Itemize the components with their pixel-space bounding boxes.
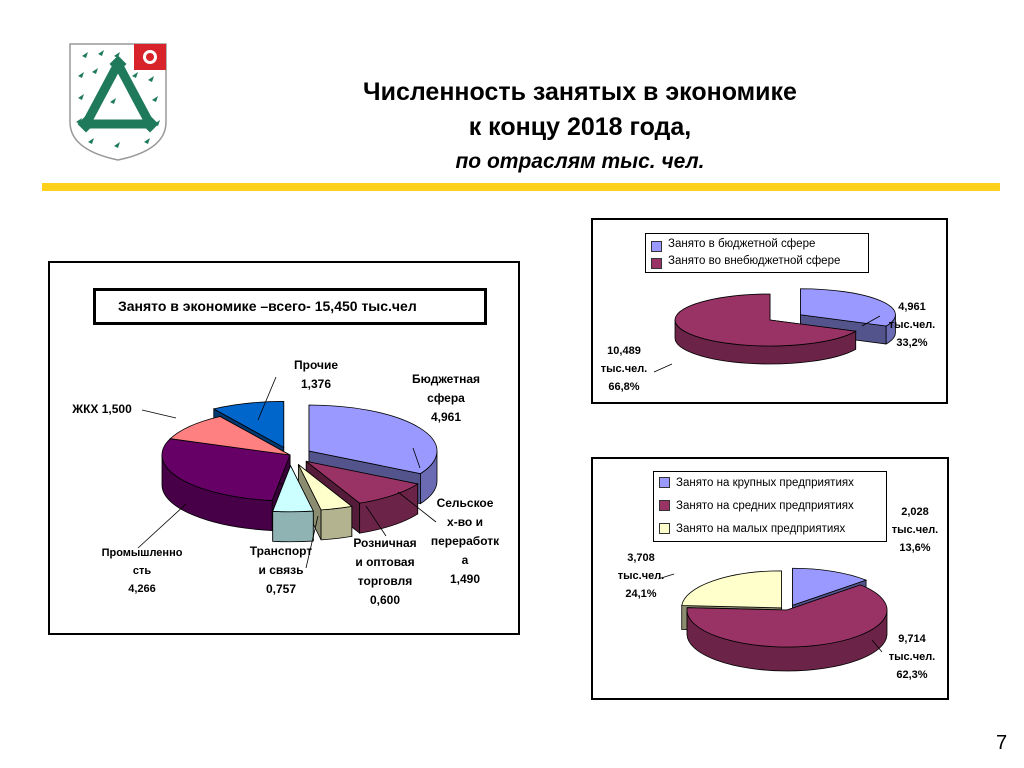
- data-label-agriculture: Сельское х-во и переработк а 1,490: [430, 496, 500, 586]
- page-number: 7: [996, 732, 1008, 754]
- data-label-budget: 4,961 тыс.чел. 33,2%: [888, 301, 936, 349]
- legend-item: Занято в бюджетной сфере: [646, 236, 868, 253]
- legend-enterprise-size: [653, 471, 887, 542]
- data-label-housing: ЖКХ 1,500: [72, 402, 132, 416]
- data-label-trade: Розничная и оптовая торговля 0,600: [353, 536, 417, 607]
- data-label-other: Прочие 1,376: [293, 358, 338, 391]
- leader-line: [138, 504, 186, 548]
- pie-budget: [675, 289, 895, 364]
- leader-line: [654, 364, 672, 372]
- chart-title-total: Занято в экономике –всего- 15,450 тыс.чел: [93, 288, 487, 325]
- page-subtitle: к концу 2018 года,: [468, 113, 692, 141]
- page-subtitle-units: по отраслям тыс. чел.: [455, 150, 705, 173]
- data-label-non-budget: 10,489 тыс.чел. 66,8%: [600, 345, 648, 393]
- legend-item: Занято на средних предприятиях: [654, 495, 886, 518]
- data-label-small: 3,708 тыс.чел. 24,1%: [617, 552, 665, 600]
- pie-slice-занято-на-малых-предприятиях: [682, 571, 782, 608]
- data-label-budget-sphere: Бюджетная сфера 4,961: [412, 372, 480, 424]
- legend-budget: [645, 233, 869, 273]
- pie-slice-wall: [273, 511, 314, 542]
- data-label-medium: 9,714 тыс.чел. 62,3%: [888, 633, 936, 681]
- page-title: Численность занятых в экономике: [363, 78, 797, 106]
- data-label-transport: Транспорт и связь 0,757: [249, 544, 313, 596]
- leader-line: [142, 410, 176, 418]
- pie-enterprise-size: [682, 568, 887, 671]
- legend-item: Занято на крупных предприятиях: [654, 472, 886, 495]
- data-label-industry: Промышленно сть 4,266: [101, 547, 183, 595]
- data-label-large: 2,028 тыс.чел. 13,6%: [891, 506, 939, 554]
- legend-item: Занято на малых предприятиях: [654, 518, 886, 541]
- legend-item: Занято во внебюджетной сфере: [646, 253, 868, 270]
